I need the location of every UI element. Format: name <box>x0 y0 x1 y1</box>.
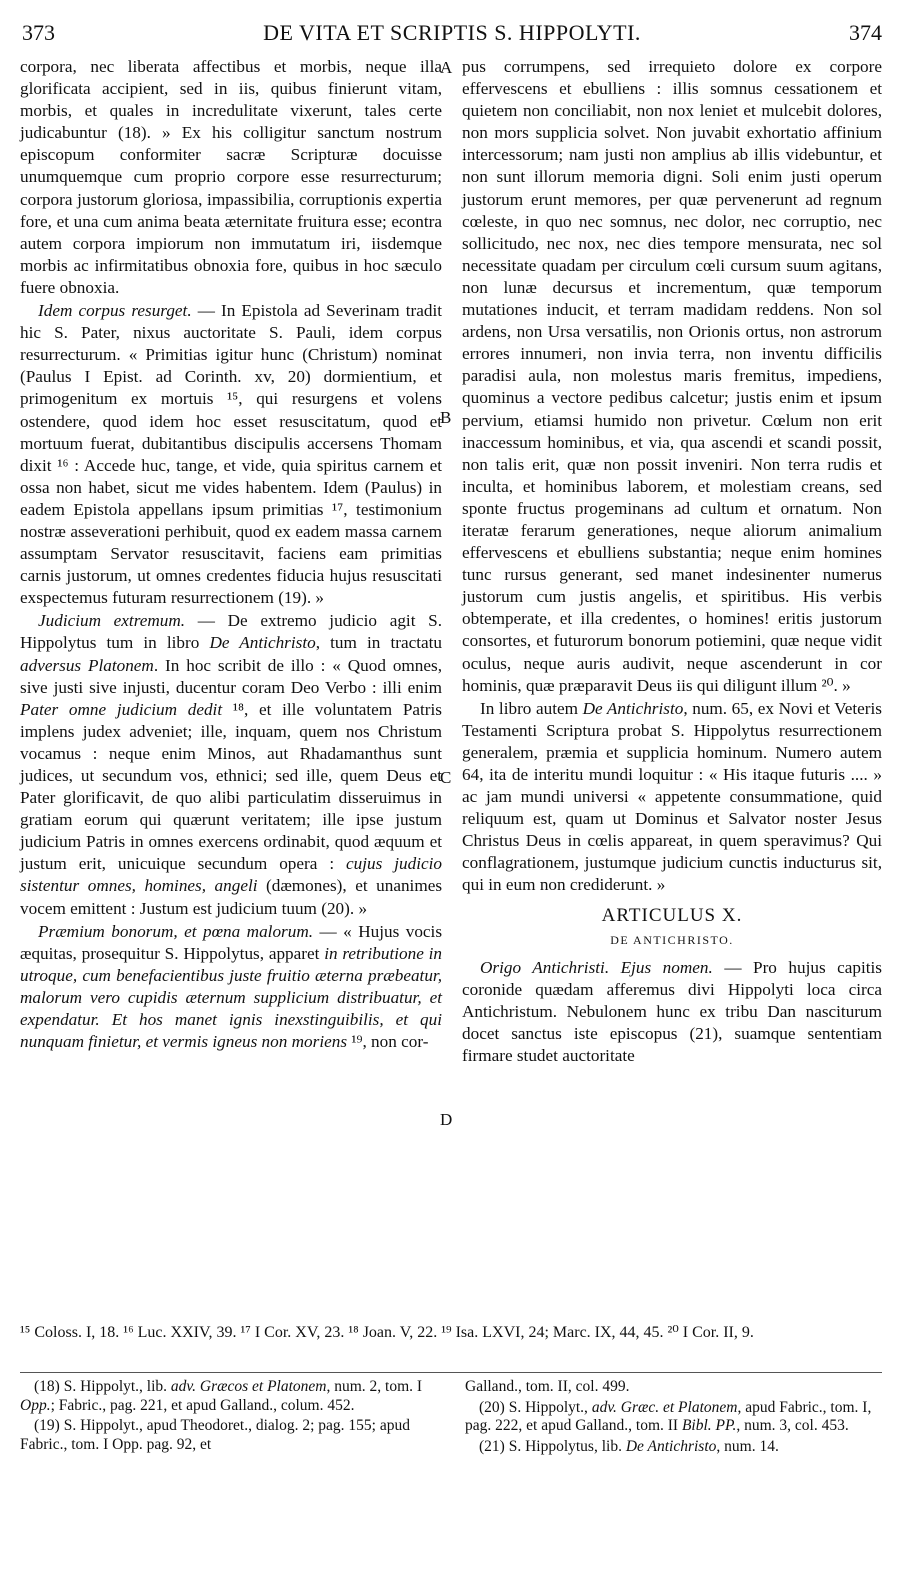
footnote: Galland., tom. II, col. 499. <box>465 1378 630 1395</box>
footnote: (18) S. Hippolyt., lib. adv. Græcos et Platonem, num. 2, tom. I Opp.; Fabric., pag. 221, et apud Galland., colum. 452. <box>20 1378 423 1414</box>
article-title: ARTICULUS X. <box>601 904 743 926</box>
footnotes-right <box>465 1378 883 1458</box>
right-column <box>462 56 882 1067</box>
running-title: DE VITA ET SCRIPTIS S. HIPPOLYTI. <box>263 20 641 45</box>
footnote: (21) S. Hippolytus, lib. De Antichristo, num. 14. <box>479 1437 779 1455</box>
section-heading: Præmium bonorum, et pœna malorum. <box>38 921 314 941</box>
paragraph: Præmium bonorum, et pœna malorum. — « Hujus vocis æquitas, prosequitur S. Hippolytus, apparet in retributione in utroque, cum benefacientibus juste fruitio æterna præbeatur, malorum vero cupidis æternum supplicium distribuatur, et expendatur. Et hos manet ignis inexstinguibilis, et qui nunquam finietur, et vermis igneus non moriens ¹⁹, non cor- <box>20 921 443 1052</box>
margin-letter-b: B <box>440 408 452 427</box>
running-header <box>22 20 882 50</box>
footnote-divider <box>20 1372 882 1373</box>
paragraph: pus corrumpens, sed irrequieto dolore ex corpore effervescens et ebulliens : illis somnus cessationem et quietem non conciliabit, non nox leniet et mulcebit dolores, non mors supplicia solvet. Non juvabit exhortatio affinium intercessorum; nam justi non amplius ab illis videbuntur, et non sunt illorum memoria digni. Soli enim justi operum justorum erunt memores, per quæ pervenerunt ad regnum cœleste, in quo nec somnus, nec dolor, nec corruptio, nec sollicitudo, nec nox, nec dies tempore mensurata, nec sol necessitate quadam per circulum cœli cursum suum agitans, non lunæ decursus et incrementum, quæ temporum mutationes inducit, et terram madidam reddens. Non sol ardens, non Ursa versatilis, non Orionis ortus, non astrorum errores innumeri, non invia terra, non inventu difficilis paradisi aula, non molestus maris fremitus, impediens, quominus a vectore pedibus calcetur; justis enim et ipsum pervium, etiamsi humido non privetur. Cœlum non erit inaccessum hominibus, et via, qua ascendi et scandi possit, non talis erit, quæ non possit inveniri. Non terra rudis et inculta, et hominibus laborem, et molestiam creans, sed sponte fructus progeminans ad cultum et ornatum. Non iteratæ ferarum generationes, neque aliorum animalium effervescens et ebulliens substantia; neque enim homines tunc rursus generant, sed manet indesinenter numerus justorum cum justis angelis, et spiritibus. His verbis obtemperate, et illa credentes, o homines! eritis justorum consortes, et futurorum bonorum potiemini, quæ neque vidit oculus, neque auris audivit, neque ascenderunt in cor hominis, quæ præparavit Deus iis qui diligunt illum ²⁰. » <box>462 57 882 695</box>
paragraph: In libro autem De Antichristo, num. 65, ex Novi et Veteris Testamenti Scriptura probat S. Hippolytus resurrectionem generalem, præmia et supplicia hominum. Numero autem 64, ita de interitu mundi loquitur : « His itaque futuris .... » ac jam mundi universi « appetente consummatione, quid reliquum est, quam ut Dominus et Salvator noster Jesus Christus Deus in cœlis appareat, in quem speravimus? Qui conflagrationem, justumque judicium cunctis inducturus sit, qui in eum non crediderunt. » <box>462 698 882 895</box>
article-subtitle: DE ANTICHRISTO. <box>610 932 734 947</box>
paragraph: Origo Antichristi. Ejus nomen. — Pro hujus capitis coronide quædam afferemus divi Hippolyti loca circa Antichristum. Nebulonem hunc ex tribu Dan nasciturum docet sanctus iste episcopus (21), suamque sententiam firmare studet auctoritate <box>462 957 882 1066</box>
footnote: (20) S. Hippolyt., adv. Græc. et Platonem, apud Fabric., tom. I, pag. 222, et apud Galland., tom. II Bibl. PP., num. 3, col. 453. <box>465 1398 872 1434</box>
page-number-right: 374 <box>849 20 882 45</box>
paragraph: Idem corpus resurget. — In Epistola ad Severinam tradit hic S. Pater, nixus auctoritate S. Pauli, idem corpus resurrecturum. « Primitias igitur hunc (Christum) nominat (Paulus I Epist. ad Corinth. xv, 20) dormientium, et primogenitum ex mortuis ¹⁵, qui resurgens et volens ostendere, quod idem hoc esset resuscitatum, quod et mortuum fuerat, dubitantibus discipulis accersens Thomam dixit ¹⁶ : Accede huc, tange, et vide, quia spiritus carnem et ossa non habet, sicut me vides habentem. Idem (Paulus) in eadem Epistola appellans ipsum primitias ¹⁷, testimonium nostræ asseverationi perhibuit, quod ex eadem massa carnem assumptam Servator resuscitavit, faciens eam primitias carnis justorum, ut omnes credentes fiducia hujus resuscitati exspectemus futuram resurrectionem (19). » <box>20 301 442 608</box>
paragraph: corpora, nec liberata affectibus et morbis, neque illa glorificata accipient, sed in iis, quibus finierunt vitam, morbis, et quales in incredulitate vixerunt, tales certe judicabuntur (18). » Ex his colligitur sanctum nostrum episcopum conformiter sacræ Scripturæ docuisse unumquemque cum proprio corpore esse resurrecturum; corpora justorum gloriosa, impassibilia, corruptionis expertia fore, et una cum anima beata æternitate fruitura esse; econtra autem corpora impiorum non immutatum iri, iisdemque morbis ac infirmitatibus obnoxia fore, quibus in hoc sæculo fuere obnoxia. <box>20 57 442 297</box>
footnotes-left <box>20 1378 440 1456</box>
page-number-left: 373 <box>22 20 55 45</box>
margin-letter-d: D <box>440 1110 453 1129</box>
margin-letter-c: C <box>440 768 452 787</box>
section-heading: Origo Antichristi. Ejus nomen. <box>480 957 713 977</box>
scripture-references: ¹⁵ Coloss. I, 18. ¹⁶ Luc. XXIV, 39. ¹⁷ I Cor. XV, 23. ¹⁸ Joan. V, 22. ¹⁹ Isa. LXVI, 24; Marc. IX, 44, 45. ²⁰ I Cor. II, 9. <box>20 1324 754 1341</box>
margin-letter-a: A <box>440 58 453 77</box>
section-heading: Judicium extremum. <box>38 611 186 631</box>
left-column <box>20 56 442 1053</box>
footnote: (19) S. Hippolyt., apud Theodoret., dialog. 2; pag. 155; apud Fabric., tom. I Opp. pag. 92, et <box>20 1417 410 1453</box>
section-heading: Idem corpus resurget. <box>38 301 192 321</box>
paragraph: Judicium extremum. — De extremo judicio agit S. Hippolytus tum in libro De Antichristo, tum in tractatu adversus Platonem. In hoc scribit de illo : « Quod omnes, sive justi sive injusti, ducentur coram Deo Verbo : illi enim Pater omne judicium dedit ¹⁸, et ille voluntatem Patris implens judex adveniet; ille, inquam, quem nos Christum vocamus : neque enim Minos, aut Rhadamanthus sunt judices, ut secundum vos, ethnici; sed ille, quem Deus et Pater glorificavit, de quo alibi particulatim disseruimus in gratiam eorum qui quærunt veritatem; ille ipse justum judicium Patris in omnes exercens ordinabit, quod æquum et justum erit, unicuique secundum opera : cujus judicio sistentur omnes, homines, angeli (dæmones), et unanimes vocem emittent : Justum est judicium tuum (20). » <box>20 611 443 918</box>
